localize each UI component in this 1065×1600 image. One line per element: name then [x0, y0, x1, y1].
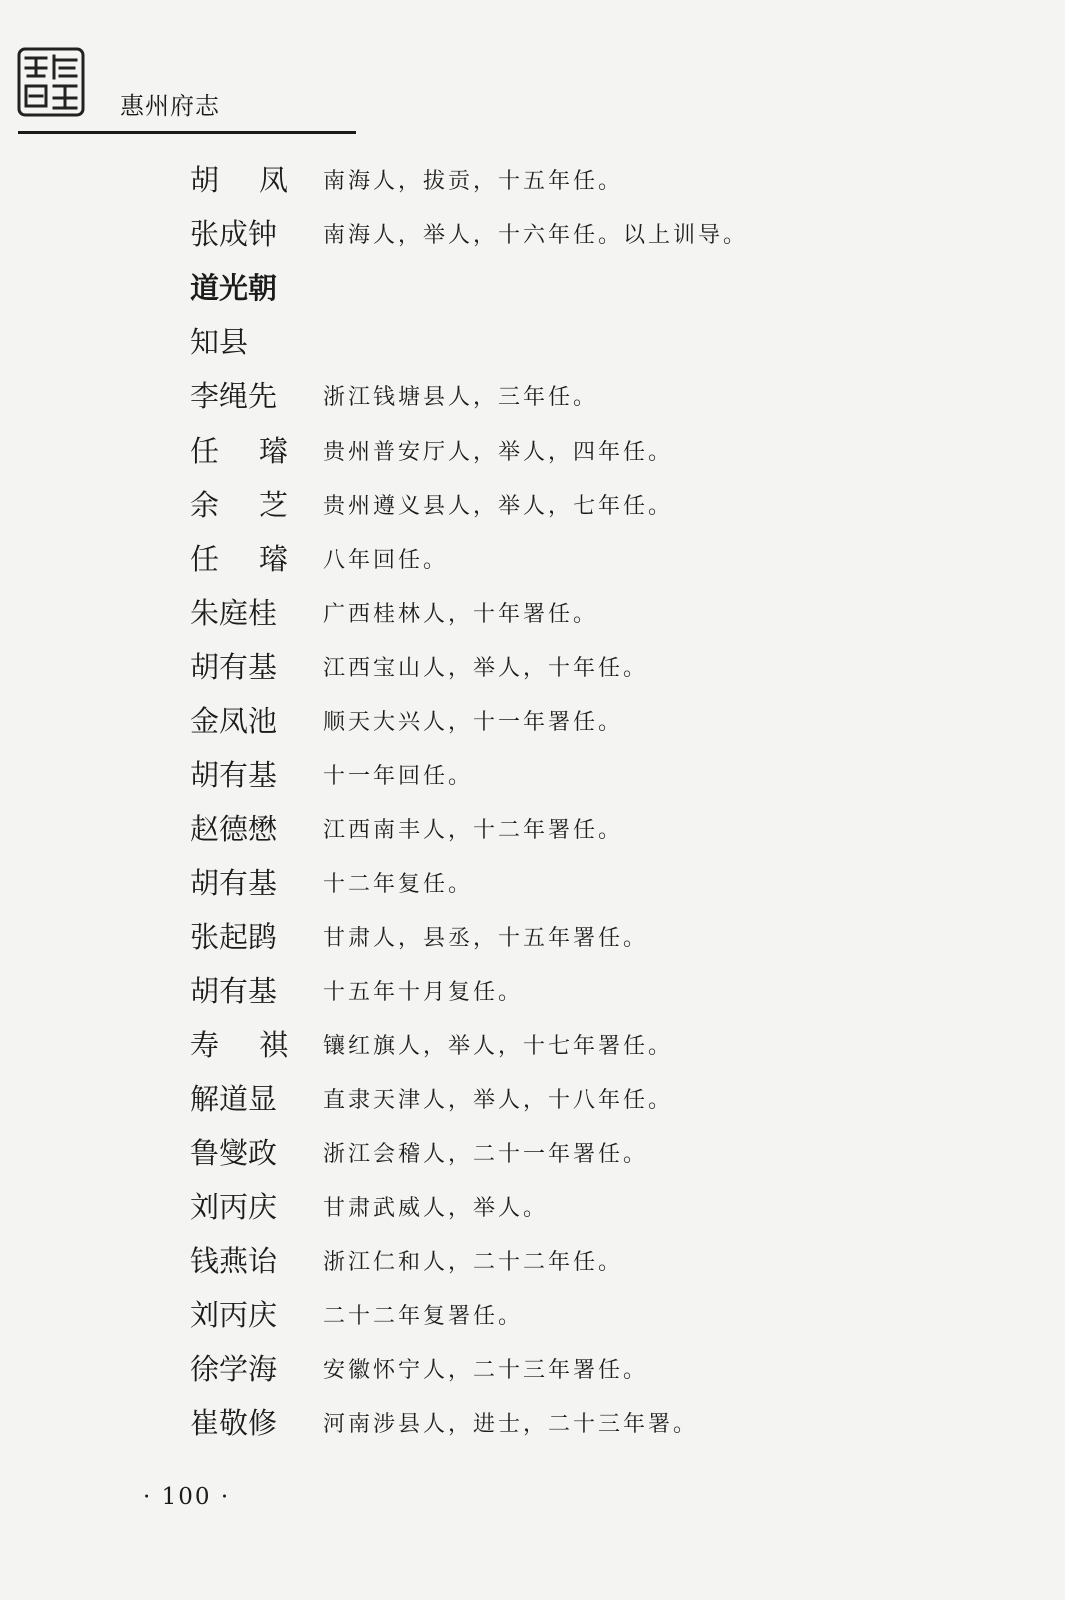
entry-name-part: 朱庭桂 [190, 596, 278, 630]
entry-row [0, 485, 1065, 525]
entry-name-part: 凤 [258, 163, 288, 197]
entry-name [190, 1187, 288, 1227]
entry-description: 贵州遵义县人，举人，七年任。 [323, 494, 674, 519]
entry-name [190, 431, 288, 471]
entry-name-part: 芝 [258, 488, 288, 522]
entry-row [0, 917, 1065, 957]
entry-row [0, 809, 1065, 849]
entry-name-part: 徐学海 [190, 1352, 278, 1386]
entry-name [190, 376, 288, 416]
entry-row [0, 971, 1065, 1011]
entry-description: 镶红旗人，举人，十七年署任。 [323, 1034, 674, 1059]
entry-name-part: 胡有基 [190, 866, 278, 900]
entry-description: 十五年十月复任。 [323, 980, 524, 1005]
entry-name-part: 胡有基 [190, 974, 278, 1008]
entry-name-part: 崔敬修 [190, 1406, 278, 1440]
entry-name-part: 任 [190, 434, 220, 468]
header-rule [18, 131, 356, 134]
entry-name-part: 道光朝 [190, 271, 278, 305]
entry-row [0, 755, 1065, 795]
entry-name-part: 璿 [258, 542, 288, 576]
seal-stamp-icon [16, 46, 86, 118]
entry-description: 贵州普安厅人，举人，四年任。 [323, 440, 674, 465]
entry-row [0, 701, 1065, 741]
entry-name [190, 160, 288, 200]
entry-description: 浙江会稽人，二十一年署任。 [323, 1142, 649, 1167]
entry-name [190, 1241, 288, 1281]
entry-name [190, 701, 288, 741]
entry-name-part: 鲁燮政 [190, 1136, 278, 1170]
entry-description: 甘肃武威人，举人。 [323, 1196, 549, 1221]
entry-row [0, 431, 1065, 471]
entry-name-part: 李绳先 [190, 379, 278, 413]
entry-name [190, 214, 288, 254]
entry-name [190, 485, 288, 525]
entry-row [0, 160, 1065, 200]
entry-name-part: 赵德懋 [190, 812, 278, 846]
entry-name [190, 971, 288, 1011]
entry-description: 江西宝山人，举人，十年任。 [323, 656, 649, 681]
entry-description: 十二年复任。 [323, 872, 474, 897]
entry-row [0, 1079, 1065, 1119]
entry-name-part: 张成钟 [190, 217, 278, 251]
entry-name-part: 刘丙庆 [190, 1298, 278, 1332]
entry-name [190, 863, 288, 903]
entry-name [190, 755, 288, 795]
entry-row [0, 863, 1065, 903]
entry-name [190, 809, 288, 849]
entry-name [190, 1025, 288, 1065]
entry-name [190, 1079, 288, 1119]
entry-name-part: 刘丙庆 [190, 1190, 278, 1224]
entry-name-part: 寿 [190, 1028, 220, 1062]
entry-row [0, 1349, 1065, 1389]
book-title: 惠州府志 [120, 92, 220, 120]
entry-name [190, 268, 288, 308]
entry-name [190, 539, 288, 579]
entry-row [0, 214, 1065, 254]
entry-row [0, 539, 1065, 579]
entry-row [0, 1241, 1065, 1281]
entry-row [0, 1187, 1065, 1227]
entry-name-part: 祺 [258, 1028, 288, 1062]
entry-name [190, 917, 288, 957]
entry-name-part: 钱燕诒 [190, 1244, 278, 1278]
entry-description: 南海人，举人，十六年任。以上训导。 [323, 223, 749, 248]
entry-row [0, 268, 1065, 308]
entry-row [0, 376, 1065, 416]
entry-description: 浙江仁和人，二十二年任。 [323, 1250, 624, 1275]
entry-description: 南海人，拔贡，十五年任。 [323, 169, 624, 194]
entry-name-part: 胡有基 [190, 650, 278, 684]
entry-description: 八年回任。 [323, 548, 449, 573]
entry-name [190, 322, 288, 362]
entry-name-part: 解道显 [190, 1082, 278, 1116]
entry-description: 甘肃人，县丞，十五年署任。 [323, 926, 649, 951]
entry-row [0, 1403, 1065, 1443]
entry-row [0, 593, 1065, 633]
entry-name-part: 金凤池 [190, 704, 278, 738]
entry-description: 直隶天津人，举人，十八年任。 [323, 1088, 674, 1113]
entry-description: 江西南丰人，十二年署任。 [323, 818, 624, 843]
entry-name [190, 593, 288, 633]
entry-name-part: 胡 [190, 163, 220, 197]
entry-name-part: 璿 [258, 434, 288, 468]
page-number: · 100 · [143, 1484, 231, 1510]
entry-row [0, 647, 1065, 687]
entry-description: 顺天大兴人，十一年署任。 [323, 710, 624, 735]
entry-name-part: 任 [190, 542, 220, 576]
entry-description: 安徽怀宁人，二十三年署任。 [323, 1358, 649, 1383]
entry-name [190, 1349, 288, 1389]
entry-description: 二十二年复署任。 [323, 1304, 524, 1329]
entry-description: 河南涉县人，进士，二十三年署。 [323, 1412, 699, 1437]
entry-description: 十一年回任。 [323, 764, 474, 789]
entry-name-part: 张起鹍 [190, 920, 278, 954]
entry-row [0, 1133, 1065, 1173]
entry-name [190, 647, 288, 687]
entry-description: 广西桂林人，十年署任。 [323, 602, 599, 627]
entry-row [0, 1025, 1065, 1065]
entry-description: 浙江钱塘县人，三年任。 [323, 385, 599, 410]
entry-name [190, 1133, 288, 1173]
entry-name-part: 胡有基 [190, 758, 278, 792]
entry-name [190, 1295, 288, 1335]
entry-row [0, 1295, 1065, 1335]
entry-name-part: 知县 [190, 325, 249, 359]
entry-row [0, 322, 1065, 362]
entry-name [190, 1403, 288, 1443]
entry-name-part: 余 [190, 488, 220, 522]
